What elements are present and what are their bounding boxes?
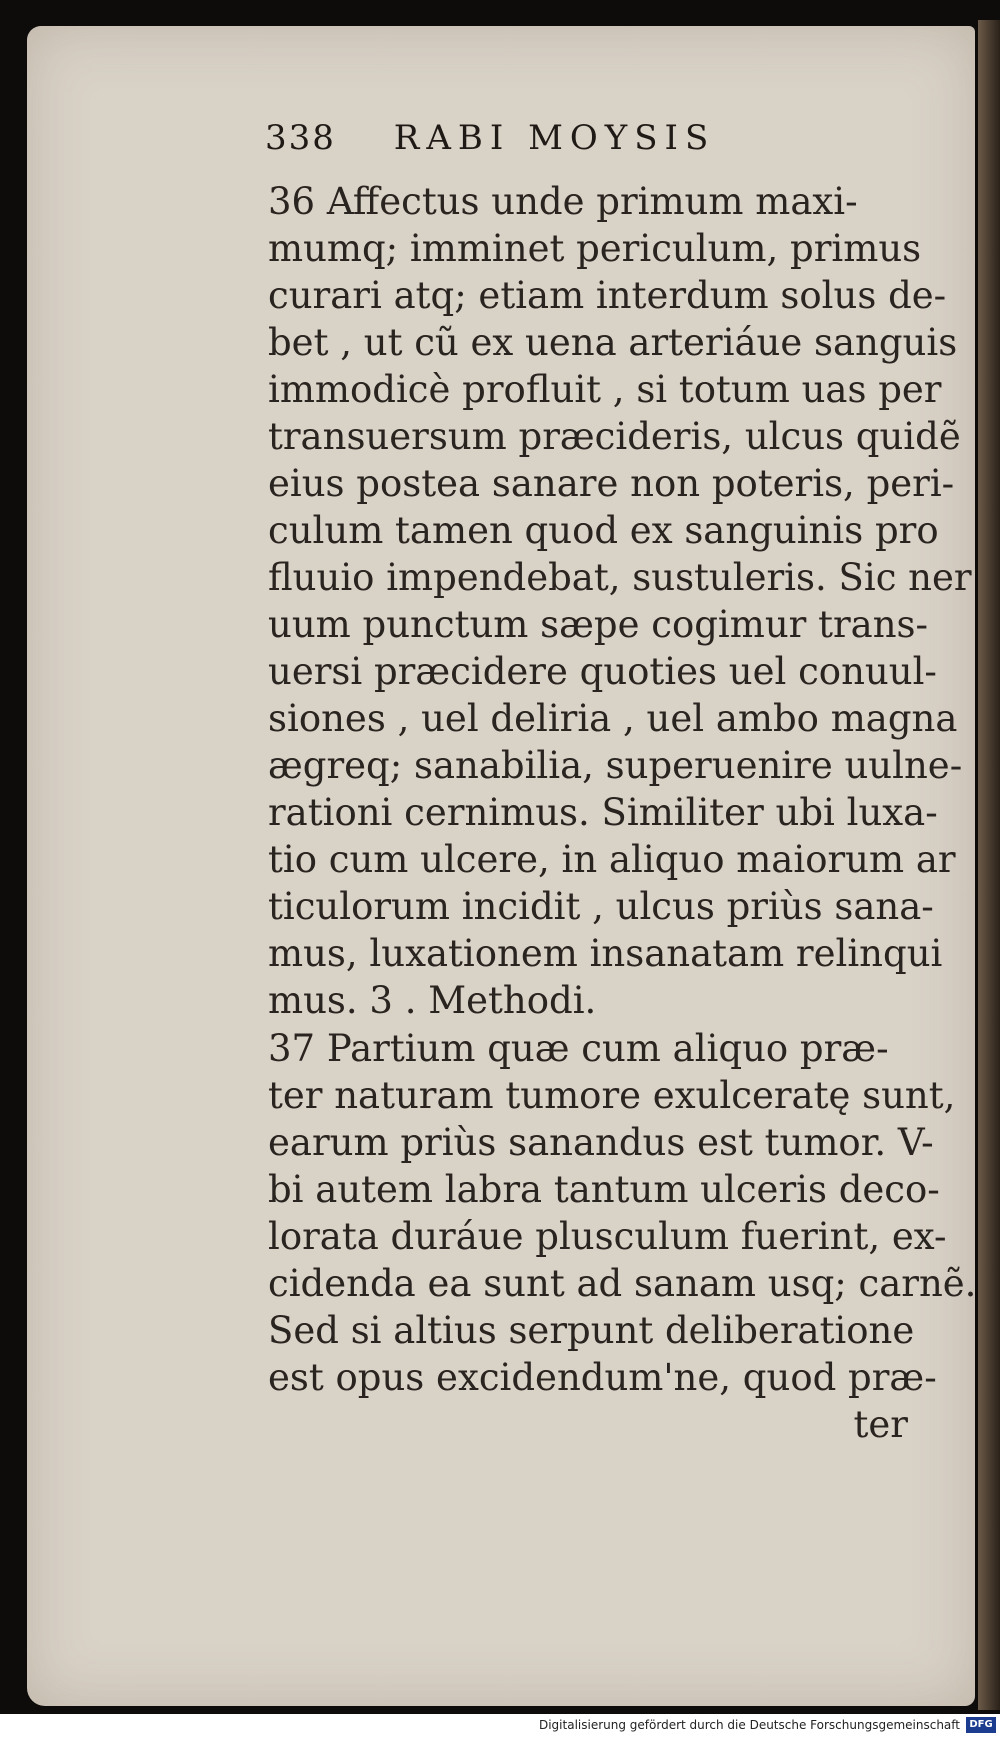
text-line: earum priùs sanandus est tumor. V- <box>268 1121 934 1164</box>
text-line: mus, luxationem insanatam relinqui <box>268 932 943 975</box>
running-title: RABI MOYSIS <box>393 118 716 158</box>
text-line: ticulorum incidit , ulcus priùs sana- <box>268 885 934 928</box>
footer <box>0 1714 1000 1741</box>
catchword: ter <box>853 1403 908 1446</box>
text-line: bi autem labra tantum ulceris deco- <box>268 1168 940 1211</box>
text-line: culum tamen quod ex sanguinis pro <box>268 509 939 552</box>
text-line: lorata duráue plusculum fuerint, ex- <box>268 1215 947 1258</box>
text-line: siones , uel deliria , uel ambo magna <box>268 697 958 740</box>
text-line: 36 Affectus unde primum maxi- <box>268 180 858 223</box>
text-line: mumq; imminet periculum, primus <box>268 227 922 270</box>
dfg-logo-icon: DFG <box>966 1717 996 1733</box>
text-line: transuersum præcideris, ulcus quidẽ <box>268 415 961 458</box>
text-line: immodicè profluit , si totum uas per <box>268 368 942 411</box>
text-line: bet , ut cũ ex uena arteriáue sanguis <box>268 321 958 364</box>
text-line: uum punctum sæpe cogimur trans- <box>268 603 929 646</box>
text-line: Sed si altius serpunt deliberatione <box>268 1309 915 1352</box>
body-text <box>268 178 977 1448</box>
text-line: rationi cernimus. Similiter ubi luxa- <box>268 791 938 834</box>
footer-credit: Digitalisierung gefördert durch die Deutsche Forschungsgemeinschaft <box>538 1718 960 1732</box>
text-line: uersi præcidere quoties uel conuul- <box>268 650 937 693</box>
text-line: ter naturam tumore exulceratę sunt, <box>268 1074 956 1117</box>
text-line: mus. 3 . Methodi. <box>268 979 597 1022</box>
text-line: curari atq; etiam interdum solus de- <box>268 274 947 317</box>
text-line: eius postea sanare non poteris, peri- <box>268 462 955 505</box>
running-head <box>265 118 825 158</box>
text-line: 37 Partium quæ cum aliquo præ- <box>268 1027 889 1070</box>
text-line: ægreq; sanabilia, superuenire uulne- <box>268 744 963 787</box>
book-edge <box>978 20 1000 1710</box>
text-line: fluuio impendebat, sustuleris. Sic ner <box>268 556 972 599</box>
text-line: est opus excidendum'ne, quod præ- <box>268 1356 937 1399</box>
text-line: tio cum ulcere, in aliquo maiorum ar <box>268 838 956 881</box>
page-number: 338 <box>265 118 336 158</box>
text-line: cidenda ea sunt ad sanam usq; carnẽ. <box>268 1262 977 1305</box>
